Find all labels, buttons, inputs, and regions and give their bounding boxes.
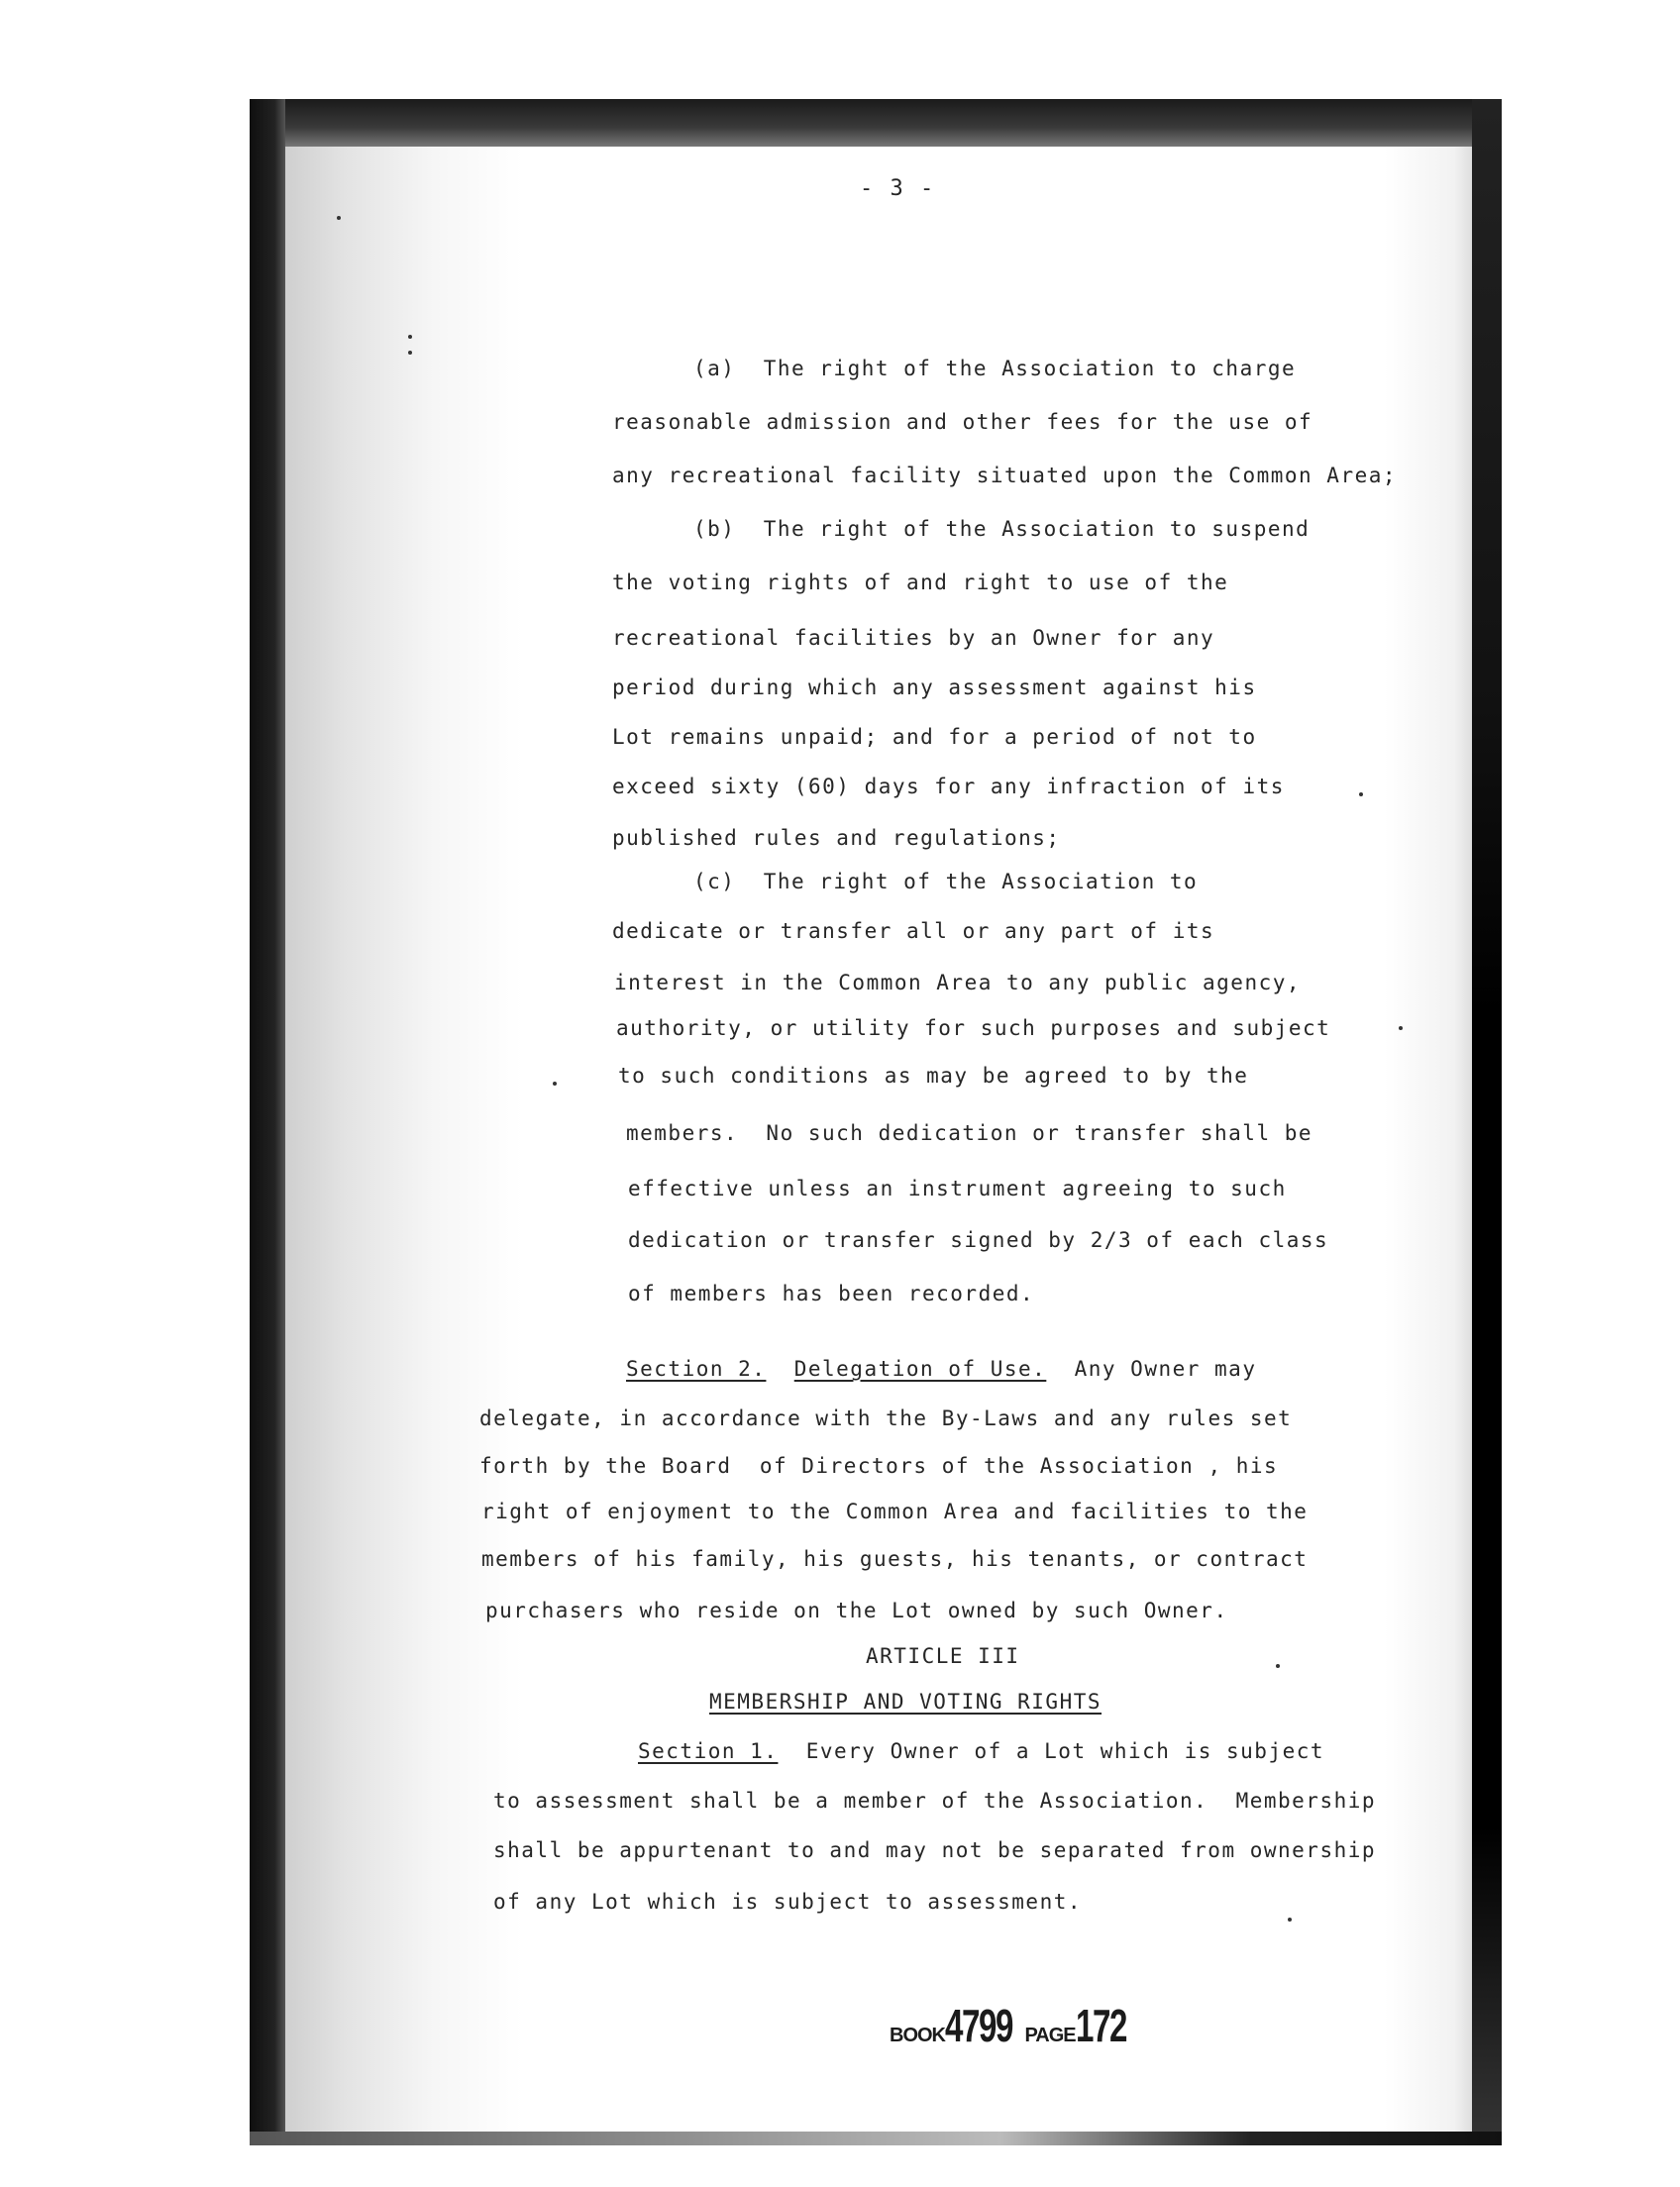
book-number: 4799 [945, 2000, 1012, 2051]
paragraph-b-line: published rules and regulations; [612, 826, 1061, 850]
paragraph-c-line: interest in the Common Area to any public agency, [614, 971, 1302, 994]
article-section-1-line: shall be appurtenant to and may not be separated from ownership [493, 1838, 1377, 1862]
page-number: - 3 - [860, 176, 936, 201]
scan-speck [408, 351, 412, 355]
paragraph-b-line: Lot remains unpaid; and for a period of not to [612, 725, 1257, 749]
article-section-1-line: of any Lot which is subject to assessment. [493, 1890, 1083, 1914]
paragraph-b-line: period during which any assessment against his [612, 676, 1257, 699]
paragraph-c-line: of members has been recorded. [628, 1282, 1035, 1305]
section-2-line: members of his family, his guests, his tenants, or contract [481, 1547, 1309, 1571]
article-section-1-first-line-text: Every Owner of a Lot which is subject [778, 1739, 1325, 1763]
scan-speck [1276, 1664, 1280, 1668]
article-section-1-heading: Section 1. [638, 1739, 779, 1763]
scan-speck [337, 216, 341, 220]
article-section-1-first-line [638, 1739, 1324, 1763]
section-2-line: right of enjoyment to the Common Area and facilities to the [481, 1500, 1309, 1523]
scan-speck [553, 1082, 557, 1086]
paragraph-c-line: members. No such dedication or transfer shall be [626, 1121, 1313, 1145]
section-2-first-line-text: Any Owner may [1046, 1357, 1257, 1381]
paragraph-b-line: recreational facilities by an Owner for any [612, 626, 1215, 650]
paragraph-b-line: the voting rights of and right to use of the [612, 571, 1229, 594]
paragraph-c-line: to such conditions as may be agreed to by the [618, 1064, 1249, 1088]
paragraph-b-line: exceed sixty (60) days for any infraction of its [612, 775, 1285, 798]
article-title: ARTICLE III [866, 1644, 1020, 1668]
scan-speck [1399, 1026, 1403, 1030]
section-2-line: purchasers who reside on the Lot owned by such Owner. [485, 1599, 1228, 1622]
scan-frame-right [1472, 99, 1502, 2132]
article-subtitle: MEMBERSHIP AND VOTING RIGHTS [709, 1690, 1102, 1714]
paragraph-a-line: (a) The right of the Association to charge [693, 357, 1297, 380]
scan-speck [1359, 792, 1363, 796]
page-label: PAGE [1024, 2025, 1076, 2046]
stamp-page-number: 172 [1075, 2000, 1126, 2051]
scan-frame-top [250, 99, 1500, 147]
scan-speck [1288, 1918, 1292, 1922]
paragraph-c-line: effective unless an instrument agreeing to such [628, 1177, 1287, 1200]
section-2-line: delegate, in accordance with the By-Laws and any rules set [479, 1406, 1293, 1430]
paragraph-b-line: (b) The right of the Association to suspend [693, 517, 1311, 541]
scan-speck [408, 335, 412, 339]
scan-frame-bottom [250, 2132, 1502, 2145]
paragraph-c-line: dedication or transfer signed by 2/3 of each class [628, 1228, 1329, 1252]
section-2-line: forth by the Board of Directors of the Association , his [479, 1454, 1279, 1478]
book-label: BOOK [890, 2025, 945, 2046]
paragraph-c-line: (c) The right of the Association to [693, 870, 1199, 893]
paragraph-a-line: reasonable admission and other fees for the use of [612, 410, 1313, 434]
section-2-title: Delegation of Use. [793, 1357, 1047, 1381]
paragraph-c-line: authority, or utility for such purposes and subject [616, 1016, 1331, 1040]
paragraph-a-line: any recreational facility situated upon the Common Area; [612, 464, 1398, 487]
section-2-heading: Section 2. [626, 1357, 767, 1381]
article-section-1-line: to assessment shall be a member of the Association. Membership [493, 1789, 1377, 1813]
book-page-stamp [890, 1999, 1145, 2052]
paragraph-c-line: dedicate or transfer all or any part of its [612, 919, 1215, 943]
scan-frame-left [250, 99, 285, 2132]
section-2-first-line [626, 1357, 1256, 1381]
